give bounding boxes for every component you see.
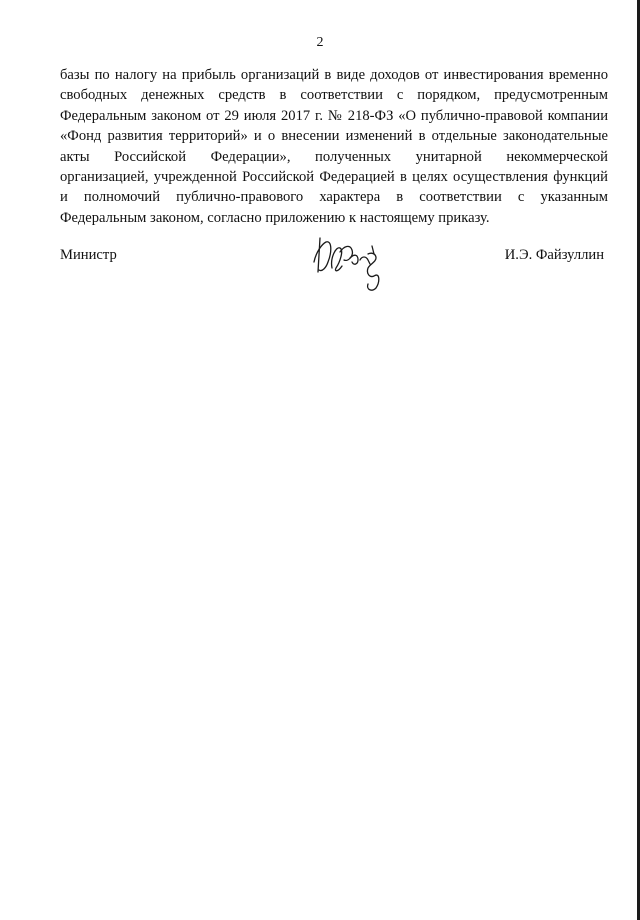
paragraph-line: Федеральным законом от 29 июля 2017 г. № 218-ФЗ «О публично-правовой компании [60, 107, 608, 124]
paragraph-line: и полномочий публично-правового характера в соответствии с указанным [60, 189, 608, 206]
signer-name: И.Э. Файзуллин [504, 247, 604, 263]
paragraph-line: акты Российской Федерации», полученных унитарной некоммерческой [60, 148, 608, 165]
paragraph-line: Федеральным законом, согласно приложению к настоящему приказу. [60, 209, 490, 226]
paragraph-line: организацией, учрежденной Российской Федерацией в целях осуществления функций [60, 169, 608, 186]
paragraph-line: базы по налогу на прибыль организаций в виде доходов от инвестирования временно [60, 67, 608, 83]
body-paragraph [60, 65, 608, 228]
page-number: 2 [316, 35, 324, 50]
signer-position: Министр [60, 247, 117, 263]
paragraph-line: свободных денежных средств в соответствии с порядком, предусмотренным [60, 87, 608, 104]
handwritten-signature-icon [310, 232, 390, 294]
paragraph-line: «Фонд развития территорий» и о внесении изменений в отдельные законодательные [60, 128, 608, 145]
